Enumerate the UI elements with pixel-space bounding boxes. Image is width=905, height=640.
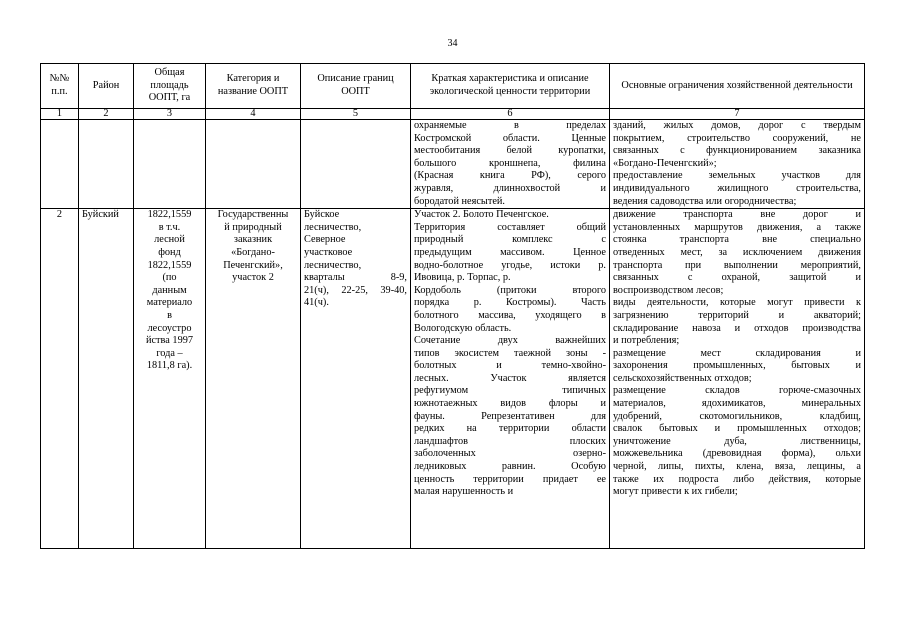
text-line: фауны. Репрезентативен для [414, 410, 606, 422]
text-line: Государственны [217, 209, 289, 221]
text-line: участковое [304, 246, 353, 258]
text-line: йства 1997 [145, 335, 194, 347]
text-line: предоставление земельных участков для [613, 170, 861, 182]
text-line: заболоченных озерно- [414, 448, 606, 460]
table-row [41, 209, 865, 549]
text-line: складирование навоза и отходов производства [613, 322, 861, 334]
row1-restrictions-lines [613, 120, 861, 208]
header-area: Общая площадь ООПТ, га [134, 64, 206, 109]
text-line: 21(ч), 22-25, 39-40, [304, 284, 407, 296]
text-line: природный комплекс с [414, 234, 606, 246]
text-line: лесных. Участок является [414, 372, 606, 384]
text-line: большого кроншнепа, филина [414, 157, 606, 169]
text-line: бородатой неясытей. [414, 195, 505, 207]
text-line: 1811,8 га). [146, 360, 193, 372]
column-number: 6 [411, 109, 610, 120]
text-line: малая нарушенность и [414, 486, 514, 498]
text-line: материалов, ядохимикатов, минеральных [613, 398, 861, 410]
text-line: Сочетание двух важнейших [414, 335, 606, 347]
text-line: ледниковых равнин. Особую [414, 461, 606, 473]
text-line: участок 2 [232, 272, 274, 284]
row2-restrictions [610, 209, 865, 549]
text-line: водно-болотное угодье, истоки р. [414, 259, 606, 271]
text-line: Вологодскую область. [414, 322, 512, 334]
text-line: Буйское [304, 209, 340, 221]
text-line: Ивовица, р. Торпас, р. [414, 272, 511, 284]
column-number: 1 [41, 109, 79, 120]
text-line: болотных и темно-хвойно- [414, 360, 606, 372]
text-line: данным [152, 284, 187, 296]
protected-areas-table [40, 63, 865, 549]
row2-category [206, 209, 301, 549]
column-number: 4 [206, 109, 301, 120]
text-line: фонд [158, 246, 181, 258]
text-line: ведения садоводства или огородничества; [613, 195, 797, 207]
text-line: зданий, жилых домов, дорог с твердым [613, 120, 861, 131]
text-line: й природный [224, 221, 282, 233]
text-line: и потребления; [613, 335, 680, 347]
text-line: лесной [154, 234, 185, 246]
text-line: материало [146, 297, 193, 309]
text-line: в [167, 309, 172, 321]
text-line: болотного массива, уходящего в [414, 309, 606, 321]
row1-characteristics-lines [414, 120, 606, 208]
text-line: кварталы 8-9, [304, 272, 407, 284]
text-line: могут привести к их гибели; [613, 486, 738, 498]
text-line: воспроизводством лесов; [613, 284, 724, 296]
text-line: транспорта при выполнении мероприятий, [613, 259, 861, 271]
text-line: Северное [304, 234, 346, 246]
text-line: «Богдано- [231, 246, 275, 258]
row2-restrictions-lines [613, 209, 861, 499]
page-number: 34 [447, 38, 458, 49]
text-line: установленных маршрутов движения, а также [613, 221, 861, 233]
text-line: покрытием, строительство сооружений, не [613, 132, 861, 144]
text-line: также их подроста либо действия, которые [613, 473, 861, 485]
text-line: 1822,1559 [147, 259, 192, 271]
header-number: №№ п.п. [41, 64, 79, 109]
text-line: «Богдано-Печенгский»; [613, 157, 717, 169]
text-line: Кордоболь (притоки второго [414, 284, 606, 296]
text-line: (Красная книга РФ), серого [414, 170, 606, 182]
row2-district: Буйский [79, 209, 134, 549]
text-line: в т.ч. [158, 221, 181, 233]
text-line: года – [156, 347, 183, 359]
text-line: южнотаежных видов флоры и [414, 398, 606, 410]
text-line: движение транспорта вне дорог и [613, 209, 861, 221]
text-line: редких на территории области [414, 423, 606, 435]
text-line: (по [162, 272, 177, 284]
text-line: ландшафтов плоских [414, 435, 606, 447]
text-line: стоянка транспорта вне специально [613, 234, 861, 246]
text-line: отведенных мест, за исключением движения [613, 246, 861, 258]
text-line: предыдущим массивом. Ценное [414, 246, 606, 258]
text-line: лесоустро [147, 322, 192, 334]
text-line: ценность территории придает ее [414, 473, 606, 485]
row2-area [134, 209, 206, 549]
text-line: 41(ч). [304, 297, 329, 309]
text-line: Участок 2. Болото Печенгское. [414, 209, 549, 221]
text-line: Печенгский», [223, 259, 283, 271]
text-line: свалок бытовых и промышленных отходов; [613, 423, 861, 435]
row2-borders [301, 209, 411, 549]
header-row [41, 64, 865, 109]
text-line: лесничество, [304, 221, 362, 233]
header-district: Район [79, 64, 134, 109]
text-line: лесничество, [304, 259, 362, 271]
text-line: заказник [233, 234, 273, 246]
text-line: размещение мест складирования и [613, 347, 861, 359]
text-line: сельскохозяйственных отходов; [613, 372, 752, 384]
header-restrictions: Основные ограничения хозяйственной деятельности [610, 64, 865, 109]
column-number: 2 [79, 109, 134, 120]
text-line: местообитания белой куропатки, [414, 145, 606, 157]
header-category: Категория и название ООПТ [206, 64, 301, 109]
column-number: 7 [610, 109, 865, 120]
text-line: удобрений, скотомогильников, кладбищ, [613, 410, 861, 422]
text-line: черной, липы, пихты, клена, вяза, лещины, а [613, 461, 861, 473]
header-characteristics: Краткая характеристика и описание экологической ценности территории [411, 64, 610, 109]
text-line: загрязнению территорий и акваторий; [613, 309, 861, 321]
text-line: уничтожение дуба, лиственницы, [613, 435, 861, 447]
column-number-row [41, 109, 865, 120]
text-line: Костромской области. Ценные [414, 132, 606, 144]
column-number: 5 [301, 109, 411, 120]
text-line: порядка р. Костромы). Часть [414, 297, 606, 309]
text-line: связанных с функционированием заказника [613, 145, 861, 157]
text-line: индивидуального жилищного строительства, [613, 182, 861, 194]
text-line: связанных с охраной, защитой и [613, 272, 861, 284]
row2-category-lines [209, 209, 297, 285]
table-row [41, 120, 865, 209]
text-line: журавля, длиннохвостой и [414, 182, 606, 194]
text-line: рефугиумом типичных [414, 385, 606, 397]
row2-characteristics [411, 209, 610, 549]
text-line: охраняемые в пределах [414, 120, 606, 131]
text-line: типов экосистем таежной зоны - [414, 347, 606, 359]
text-line: 1822,1559 [147, 209, 192, 221]
header-borders: Описание границ ООПТ [301, 64, 411, 109]
text-line: размещение складов горюче-смазочных [613, 385, 861, 397]
text-line: захоронения промышленных, бытовых и [613, 360, 861, 372]
row2-area-lines [137, 209, 202, 373]
text-line: можжевельника (древовидная форма), ольхи [613, 448, 861, 460]
column-number: 3 [134, 109, 206, 120]
row2-borders-lines [304, 209, 407, 310]
row2-characteristics-lines [414, 209, 606, 499]
text-line: виды деятельности, которые могут привести к [613, 297, 861, 309]
row1-characteristics [411, 120, 610, 209]
row1-restrictions [610, 120, 865, 209]
row2-number: 2 [41, 209, 79, 549]
text-line: Территория составляет общий [414, 221, 606, 233]
